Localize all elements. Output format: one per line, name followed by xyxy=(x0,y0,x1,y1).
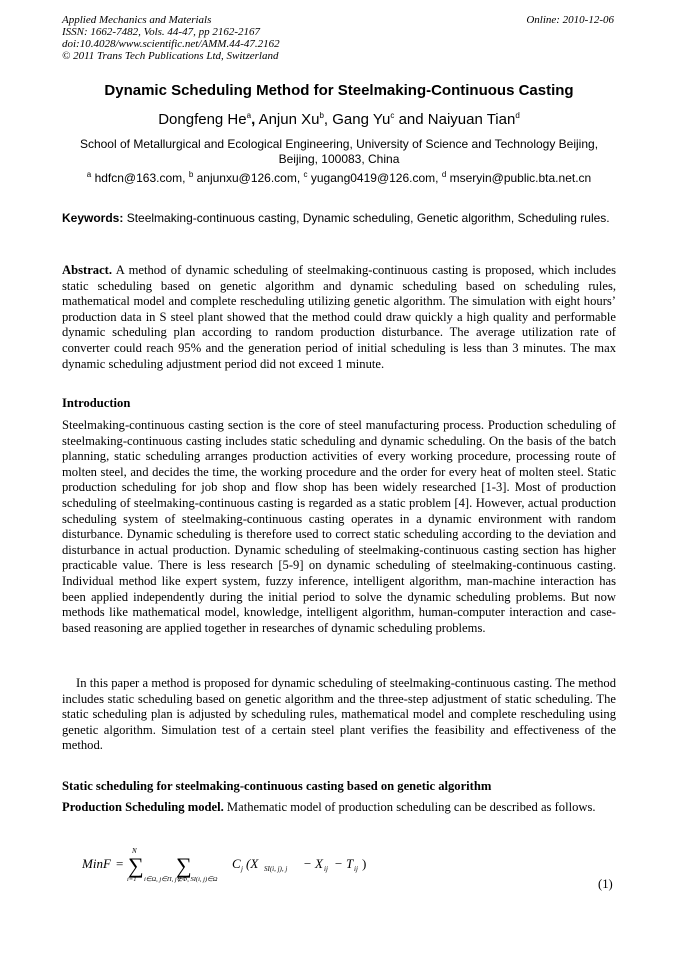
keywords-text: Steelmaking-continuous casting, Dynamic scheduling, Genetic algorithm, Scheduling rules. xyxy=(126,211,610,225)
intro-paragraph-1: Steelmaking-continuous casting section is the core of steel manufacturing process. Production scheduling of steelmaking-continuous casting includes static scheduling and dynamic scheduling. On the basis of the batch planning, static scheduling arranges production activities of every working procedure, processing route of molten steel, and decides the time, the working procedure and the order for every heat of molten steel. Static production scheduling for job shop and flow shop has been widely researched [1-3]. Most of production scheduling of steelmaking-continuous casting is regarded as a static problem [4]. However, actual production scheduling system of steelmaking-continuous casting operates in a dynamic environment with random disturbance. Dynamic scheduling is therefore used to correct static scheduling according to the deviation and disturbance in actual production. Dynamic scheduling of steelmaking-continuous casting section has higher practicable value. There is less research [5-9] on dynamic scheduling of steelmaking-continuous casting. Individual method like expert system, fuzzy inference, intelligent algorithm, man-machine interaction has been applied independently during the initial period to solve the dynamic scheduling problems. But now methods like mathematical model, knowledge, intelligent algorithm, human-computer interaction and case-based reasoning are applied together in researches of dynamic scheduling problems. xyxy=(62,418,616,635)
author-conjunction: and xyxy=(398,111,424,128)
sum-symbol-inner: ∑ xyxy=(176,853,192,878)
sum-symbol-outer: ∑ xyxy=(128,853,144,878)
author-mark: b xyxy=(319,111,324,120)
equation-equals: = xyxy=(116,856,124,871)
x1-subscript: SI(i, j), j xyxy=(264,865,288,873)
equation-lhs: MinF xyxy=(82,856,111,871)
section-heading-introduction: Introduction xyxy=(62,396,131,410)
issn-line: ISSN: 1662-7482, Vols. 44-47, pp 2162-2167 xyxy=(62,26,260,38)
abstract xyxy=(62,263,616,372)
author-name: Naiyuan Tian xyxy=(427,111,516,128)
objective-equation xyxy=(82,846,616,890)
journal-name: Applied Mechanics and Materials xyxy=(62,14,212,26)
sum-upper-limit: N xyxy=(132,847,137,855)
email-mark: d xyxy=(441,170,447,179)
cost-term: C xyxy=(232,856,241,871)
subsection-label: Production Scheduling model. xyxy=(62,800,224,814)
author-name: Anjun Xu xyxy=(258,111,320,128)
x-minus-term: − X xyxy=(303,856,323,871)
subsection-text: Mathematic model of production scheduling can be described as follows. xyxy=(226,800,596,814)
keywords xyxy=(62,210,616,226)
doi-line: doi:10.4028/www.scientific.net/AMM.44-47.2162 xyxy=(62,38,280,50)
t-subscript: ij xyxy=(354,865,358,873)
x-term-open: (X xyxy=(246,856,259,871)
email-mark: c xyxy=(303,170,308,179)
copyright-line: © 2011 Trans Tech Publications Ltd, Switzerland xyxy=(62,50,279,62)
email-list xyxy=(62,171,616,186)
email-address: yugang0419@126.com, xyxy=(310,171,439,185)
production-model-paragraph xyxy=(62,800,616,816)
email-address: hdfcn@163.com, xyxy=(94,171,186,185)
inner-sum-condition: i∈Ω, j∈Π, j∉Φ, SI(i, j)∈Ω xyxy=(144,876,218,883)
keywords-label: Keywords: xyxy=(62,211,124,225)
section-heading-static-scheduling: Static scheduling for steelmaking-continuous casting based on genetic algorithm xyxy=(62,779,492,793)
email-address: anjunxu@126.com, xyxy=(196,171,301,185)
author-name: Dongfeng He xyxy=(158,111,247,128)
x2-subscript: ij xyxy=(324,865,328,873)
affiliation: School of Metallurgical and Ecological Engineering, University of Science and Technology Beijing, Beijing, 100083, China xyxy=(79,137,599,166)
sum-lower-limit: i=1 xyxy=(127,876,137,883)
email-mark: b xyxy=(188,170,194,179)
abstract-text: A method of dynamic scheduling of steelmaking-continuous casting is proposed, which includes static scheduling based on genetic algorithm and dynamic scheduling based on scheduling rules, mathematical model and complete rescheduling utilizing genetic algorithm. The simulation with eight hours’ production data in S steel plant showed that the method could draw quickly a high quality and performable dynamic scheduling plan according to random production disturbance. The average utilization rate of converter could reach 95% and the generation period of initial scheduling is less than 3 minutes. The max dynamic scheduling adjustment period did not exceed 1 minute. xyxy=(62,263,616,371)
author-mark: d xyxy=(515,111,520,120)
author-mark: a xyxy=(246,111,252,120)
author-list: Dongfeng He$^a$, Anjun Xu$^b$, Gang Yu$^c$ and Naiyuan Tian$^d$ xyxy=(158,111,520,128)
email-mark: a xyxy=(86,170,92,179)
journal-header xyxy=(62,14,280,62)
intro-paragraph-2: In this paper a method is proposed for dynamic scheduling of steelmaking-continuous casting. The method includes static scheduling based on genetic algorithm and the three-step adjustment of static scheduling. The static scheduling plan is adjusted by scheduling rules, mathematical model and complete rescheduling using genetic algorithm. Simulation test of a certain steel plant verifies the feasibility and effectiveness of the method. xyxy=(62,676,616,753)
abstract-label: Abstract. xyxy=(62,263,113,277)
email-address: mseryin@public.bta.net.cn xyxy=(449,171,592,185)
t-minus-term: − T xyxy=(334,856,354,871)
author-mark: c xyxy=(390,111,395,120)
online-date: Online: 2010-12-06 xyxy=(526,14,614,26)
equation-number: (1) xyxy=(598,877,613,891)
paper-title: Dynamic Scheduling Method for Steelmaking-Continuous Casting xyxy=(104,82,574,99)
equation-close: ) xyxy=(362,856,367,871)
cost-subscript: j xyxy=(241,865,243,873)
author-name: Gang Yu xyxy=(332,111,391,128)
